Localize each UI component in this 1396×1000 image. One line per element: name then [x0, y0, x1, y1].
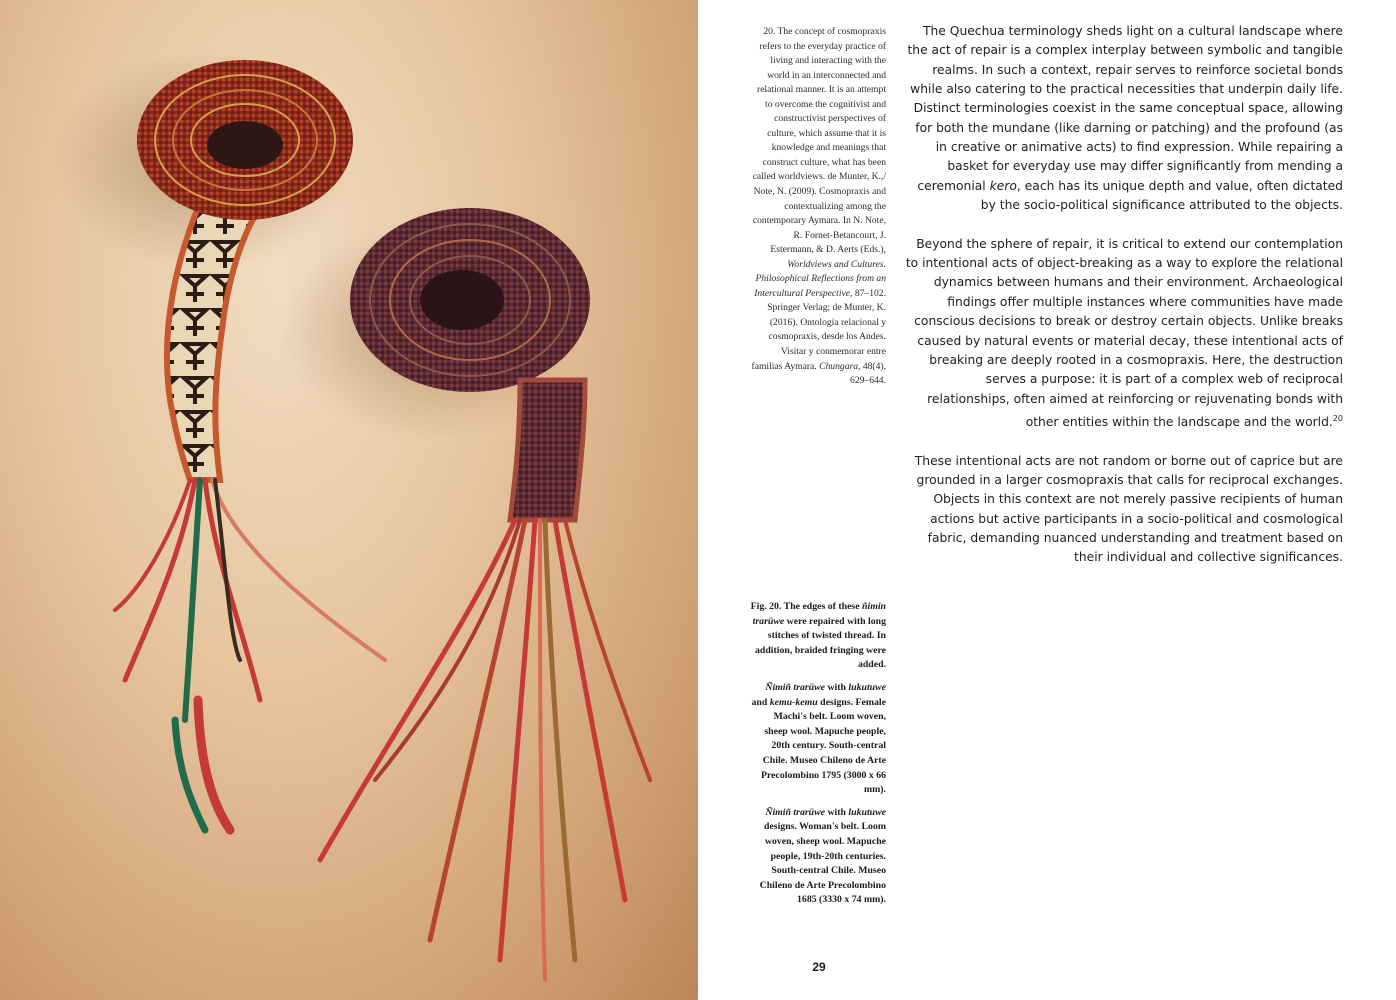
- caption-item-2: Ñimiñ trarüwe with lukutuwe designs. Woman's belt. Loom woven, sheep wool. Mapuche people, 19th-20th centuries. South-central Chile. Museo Chileno de Arte Precolombino 1685 (3330 x 74 mm).: [759, 806, 886, 906]
- paragraph-2: Beyond the sphere of repair, it is critical to extend our contemplation to intentional acts of object-breaking as a way to explore the relational dynamics between humans and their environment. Archaeological findings offer multiple instances where communities have made conscious decisions to break or destroy certain objects. Unlike breaks caused by natural events or material decay, these intentional acts of breaking are deeply rooted in a cosmopraxis. Here, the destruction serves a purpose: it is part of a complex web of reciprocal relationships, often aimed at reinforcing or rejuvenating bonds with other entities within the landscape and the world.$^{20}$: [905, 236, 1343, 429]
- paragraph-1: The Quechua terminology sheds light on a cultural landscape where the act of repair is a complex interplay between symbolic and tangible realms. In such a context, repair serves to reinforce societal bonds while also catering to the practical necessities that underpin daily life. Distinct terminologies coexist in the same conceptual space, allowing for both the mundane (like darning or patching) and the profound (as in creative or animative acts) to find expression. While repairing a basket for everyday use may differ significantly from mending a ceremonial kero, each has its unique depth and value, often dictated by the socio-political significance attributed to the objects.: [907, 24, 1343, 213]
- paragraph-3: These intentional acts are not random or borne out of caprice but are grounded in a larger cosmopraxis that calls for reciprocal exchanges. Objects in this context are not merely passive recipients of human actions but active participants in a socio-political and cosmological fabric, demanding nuanced understanding and treatment based on their individual and collective significances.: [914, 453, 1343, 565]
- footnote: 20. The concept of cosmopraxis refers to the everyday practice of living and interacting with the world in an interconnected and relational manner. It is an attempt to overcome the cognitivist and constructivist perspectives of culture, which assume that it is knowledge and meanings that construct culture, what has been called worldviews. de Munter, K.,/ Note, N. (2009). Cosmopraxis and contextualizing among the contemporary Aymara. In N. Note, R. Fornet-Betancourt, J. Estermann, & D. Aerts (Eds.), Worldviews and Cultures. Philosophical Reflections from an Intercultural Perspective, 87–102. Springer Verlag; de Munter, K. (2016). Ontología relacional y cosmopraxis, desde los Andes. Visitar y conmemorar entre familias Aymara. Chungara, 48(4), 629–644.: [751, 26, 886, 387]
- belt-two-tail: [510, 380, 585, 520]
- footnote-reference: 20: [1332, 413, 1343, 423]
- belt-one-coil: [137, 60, 353, 220]
- page-number: 29: [812, 960, 826, 974]
- main-text: [905, 22, 1343, 587]
- caption-item-1: Ñimiñ trarüwe with lukutuwe and kemu-kemu designs. Female Machi's belt. Loom woven, sheep wool. Mapuche people, 20th century. South-central Chile. Museo Chileno de Arte Precolombino 1795 (3000 x 66 mm).: [751, 681, 886, 796]
- belt-two-coil: [350, 208, 590, 392]
- belt-one-fringe: [115, 480, 385, 830]
- caption-figure-line: Fig. 20. The edges of these ñimin trarüwe were repaired with long stitches of twisted thread. In addition, braided fringing were added.: [750, 601, 886, 671]
- figure-caption: [748, 600, 886, 916]
- belt-two-fringe: [320, 520, 650, 980]
